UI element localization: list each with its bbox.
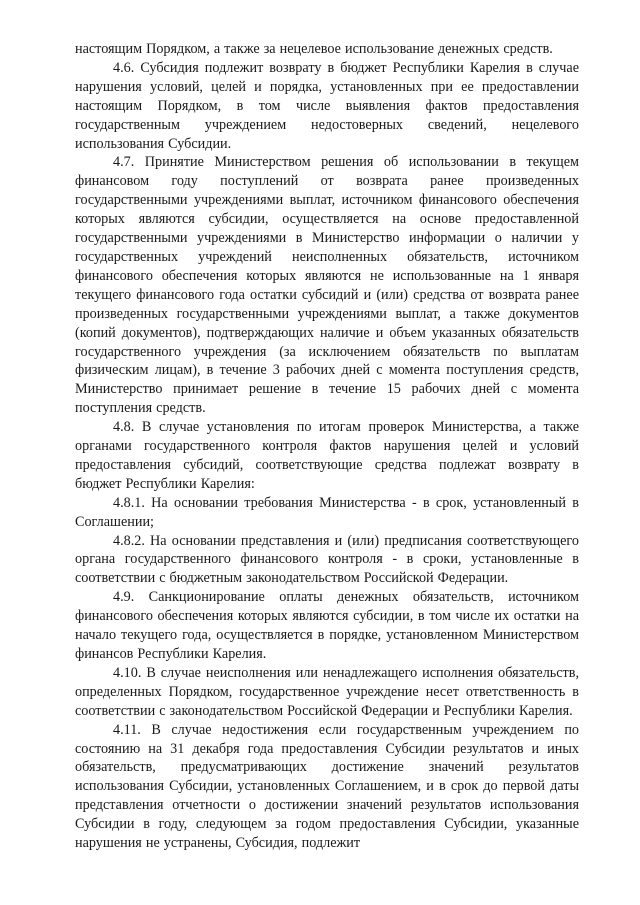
paragraph-4-9: 4.9. Санкционирование оплаты денежных обязательств, источником финансового обеспечения которых являются субсидии, в том числе их остатки на начало текущего года, осуществляется в порядке, установленном Министерством финансов Республики Карелия.	[75, 589, 579, 662]
paragraph-4-7: 4.7. Принятие Министерством решения об использовании в текущем финансовом году поступлений от возврата ранее произведенных государственными учреждениями выплат, источником финансового обеспечения которых являются субсидии, осуществляется на основе предоставленной государственными учреждениями в Министерство информации о наличии у государственных учреждений неисполненных обязательств, источником финансового обеспечения которых являются не использованные на 1 января текущего финансового года остатки субсидий и (или) средства от возврата ранее произведенных государственными учреждениями выплат, а также документов (копий документов), подтверждающих наличие и объем указанных обязательств государственного учреждения (за исключением обязательств по выплатам физическим лицам), в течение 3 рабочих дней с момента поступления средств, Министерство принимает решение в течение 15 рабочих дней с момента поступления средств.	[75, 154, 579, 417]
paragraph-4-8-2: 4.8.2. На основании представления и (или) предписания соответствующего органа государственного финансового контроля - в сроки, установленные в соответствии с бюджетным законодательством Российской Федерации.	[75, 532, 579, 587]
paragraph-continued: настоящим Порядком, а также за нецелевое использование денежных средств.	[75, 41, 553, 57]
paragraph-4-10: 4.10. В случае неисполнения или ненадлежащего исполнения обязательств, определенных Порядком, государственное учреждение несет ответственность в соответствии с законодательством Российской Федерации и Республики Карелия.	[75, 664, 579, 719]
paragraph-4-11: 4.11. В случае недостижения если государственным учреждением по состоянию на 31 декабря года предоставления Субсидии результатов и иных обязательств, предусматривающих достижение значений результатов использования Субсидии, установленных Соглашением, и в срок до первой даты представления отчетности о достижении значений результатов использования Субсидии в году, следующем за годом предоставления Субсидии, указанные нарушения не устранены, Субсидия, подлежит	[75, 721, 579, 852]
paragraph-4-6: 4.6. Субсидия подлежит возврату в бюджет Республики Карелия в случае нарушения условий, целей и порядка, установленных при ее предоставлении настоящим Порядком, в том числе выявления фактов предоставления государственным учреждением недостоверных сведений, нецелевого использования Субсидии.	[75, 59, 579, 152]
paragraph-4-8: 4.8. В случае установления по итогам проверок Министерства, а также органами государственного контроля фактов нарушения целей и условий предоставления субсидий, соответствующие средства подлежат возврату в бюджет Республики Карелия:	[75, 419, 579, 492]
paragraph-4-8-1: 4.8.1. На основании требования Министерства - в срок, установленный в Соглашении;	[75, 494, 579, 530]
